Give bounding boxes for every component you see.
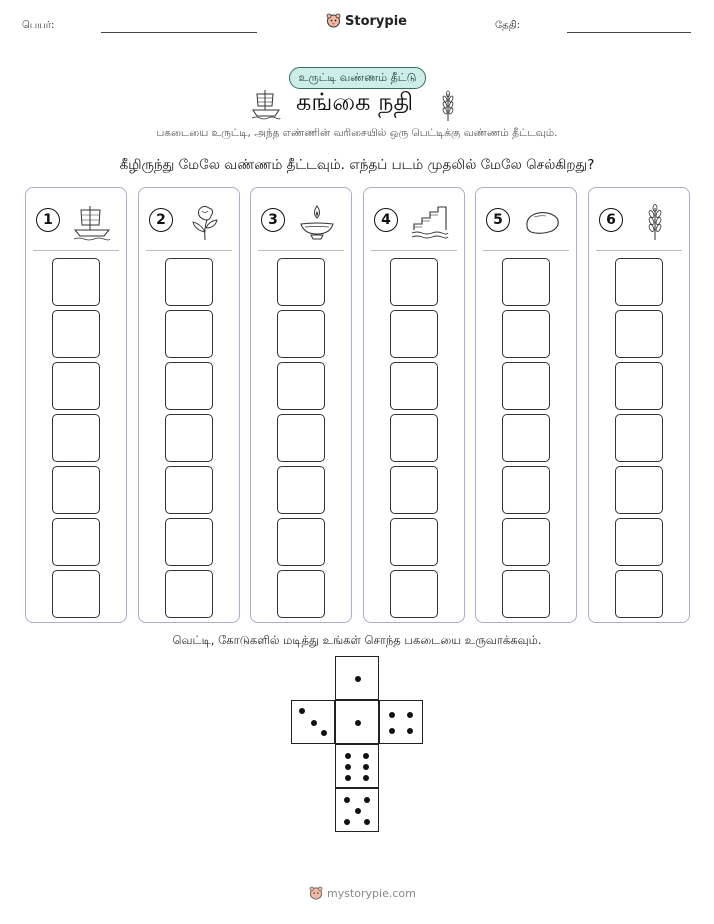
wheat-icon xyxy=(439,90,457,122)
column-number: 5 xyxy=(486,208,510,232)
dice-face-left[interactable] xyxy=(291,700,335,744)
boat-icon xyxy=(72,202,112,242)
dice-face-top[interactable] xyxy=(335,656,379,700)
color-box[interactable] xyxy=(390,570,438,618)
color-box[interactable] xyxy=(277,466,325,514)
color-box[interactable] xyxy=(52,258,100,306)
color-box[interactable] xyxy=(615,414,663,462)
color-box[interactable] xyxy=(390,310,438,358)
wheat-icon xyxy=(635,202,675,242)
color-box[interactable] xyxy=(52,414,100,462)
dice-face-right[interactable] xyxy=(379,700,423,744)
mascot-icon xyxy=(309,886,323,901)
color-box[interactable] xyxy=(277,258,325,306)
color-box[interactable] xyxy=(165,466,213,514)
color-box[interactable] xyxy=(52,362,100,410)
activity-badge: உருட்டி வண்ணம் தீட்டு xyxy=(289,67,426,89)
column-5 xyxy=(475,187,577,623)
color-box[interactable] xyxy=(615,362,663,410)
column-2 xyxy=(138,187,240,623)
column-1 xyxy=(25,187,127,623)
column-number: 6 xyxy=(599,208,623,232)
column-number: 3 xyxy=(261,208,285,232)
ghat-steps-icon xyxy=(410,202,450,242)
column-number: 4 xyxy=(374,208,398,232)
color-box[interactable] xyxy=(52,466,100,514)
color-box[interactable] xyxy=(277,414,325,462)
color-box[interactable] xyxy=(502,414,550,462)
color-box[interactable] xyxy=(52,310,100,358)
color-box[interactable] xyxy=(502,466,550,514)
dice-instruction: வெட்டி, கோடுகளில் மடித்து உங்கள் சொந்த பகடையை உருவாக்கவும். xyxy=(172,633,542,647)
brand-name: Storypie xyxy=(345,13,407,29)
color-box[interactable] xyxy=(502,362,550,410)
color-box[interactable] xyxy=(502,518,550,566)
column-3 xyxy=(250,187,352,623)
footer-url[interactable]: mystorypie.com xyxy=(327,887,416,900)
color-box[interactable] xyxy=(277,518,325,566)
date-line[interactable] xyxy=(567,32,691,33)
color-box[interactable] xyxy=(277,570,325,618)
color-box[interactable] xyxy=(277,362,325,410)
oil-lamp-icon xyxy=(297,202,337,242)
date-label: தேதி: xyxy=(495,20,521,31)
name-line[interactable] xyxy=(101,32,257,33)
color-box[interactable] xyxy=(277,310,325,358)
color-box[interactable] xyxy=(390,258,438,306)
color-box[interactable] xyxy=(502,570,550,618)
column-4 xyxy=(363,187,465,623)
color-box[interactable] xyxy=(502,258,550,306)
mascot-icon xyxy=(326,13,341,29)
column-6 xyxy=(588,187,690,623)
color-box[interactable] xyxy=(390,362,438,410)
name-label: பெயர்: xyxy=(22,20,55,31)
footer xyxy=(309,886,416,901)
column-number: 2 xyxy=(149,208,173,232)
color-box[interactable] xyxy=(165,570,213,618)
page-title: கங்கை நதி xyxy=(296,88,414,116)
color-box[interactable] xyxy=(615,466,663,514)
color-box[interactable] xyxy=(165,362,213,410)
color-box[interactable] xyxy=(615,570,663,618)
dice-face-bottom[interactable] xyxy=(335,788,379,832)
color-box[interactable] xyxy=(390,518,438,566)
brand-logo xyxy=(326,13,407,29)
color-box[interactable] xyxy=(390,414,438,462)
color-box[interactable] xyxy=(165,518,213,566)
boat-icon xyxy=(251,88,281,120)
column-number: 1 xyxy=(36,208,60,232)
color-box[interactable] xyxy=(52,518,100,566)
color-box[interactable] xyxy=(615,310,663,358)
color-box[interactable] xyxy=(502,310,550,358)
dice-face-center[interactable] xyxy=(335,700,379,744)
pebble-icon xyxy=(522,202,562,242)
color-box[interactable] xyxy=(615,518,663,566)
color-box[interactable] xyxy=(165,310,213,358)
color-box[interactable] xyxy=(390,466,438,514)
color-box[interactable] xyxy=(615,258,663,306)
question: கீழிருந்து மேலே வண்ணம் தீட்டவும். எந்தப் படம் முதலில் மேலே செல்கிறது? xyxy=(119,157,595,173)
color-box[interactable] xyxy=(165,414,213,462)
color-box[interactable] xyxy=(52,570,100,618)
subtitle: பகடையை உருட்டி, அந்த எண்ணின் வரிசையில் ஒரு பெட்டிக்கு வண்ணம் தீட்டவும். xyxy=(156,127,558,139)
color-box[interactable] xyxy=(165,258,213,306)
flower-icon xyxy=(185,202,225,242)
dice-face-lower[interactable] xyxy=(335,744,379,788)
